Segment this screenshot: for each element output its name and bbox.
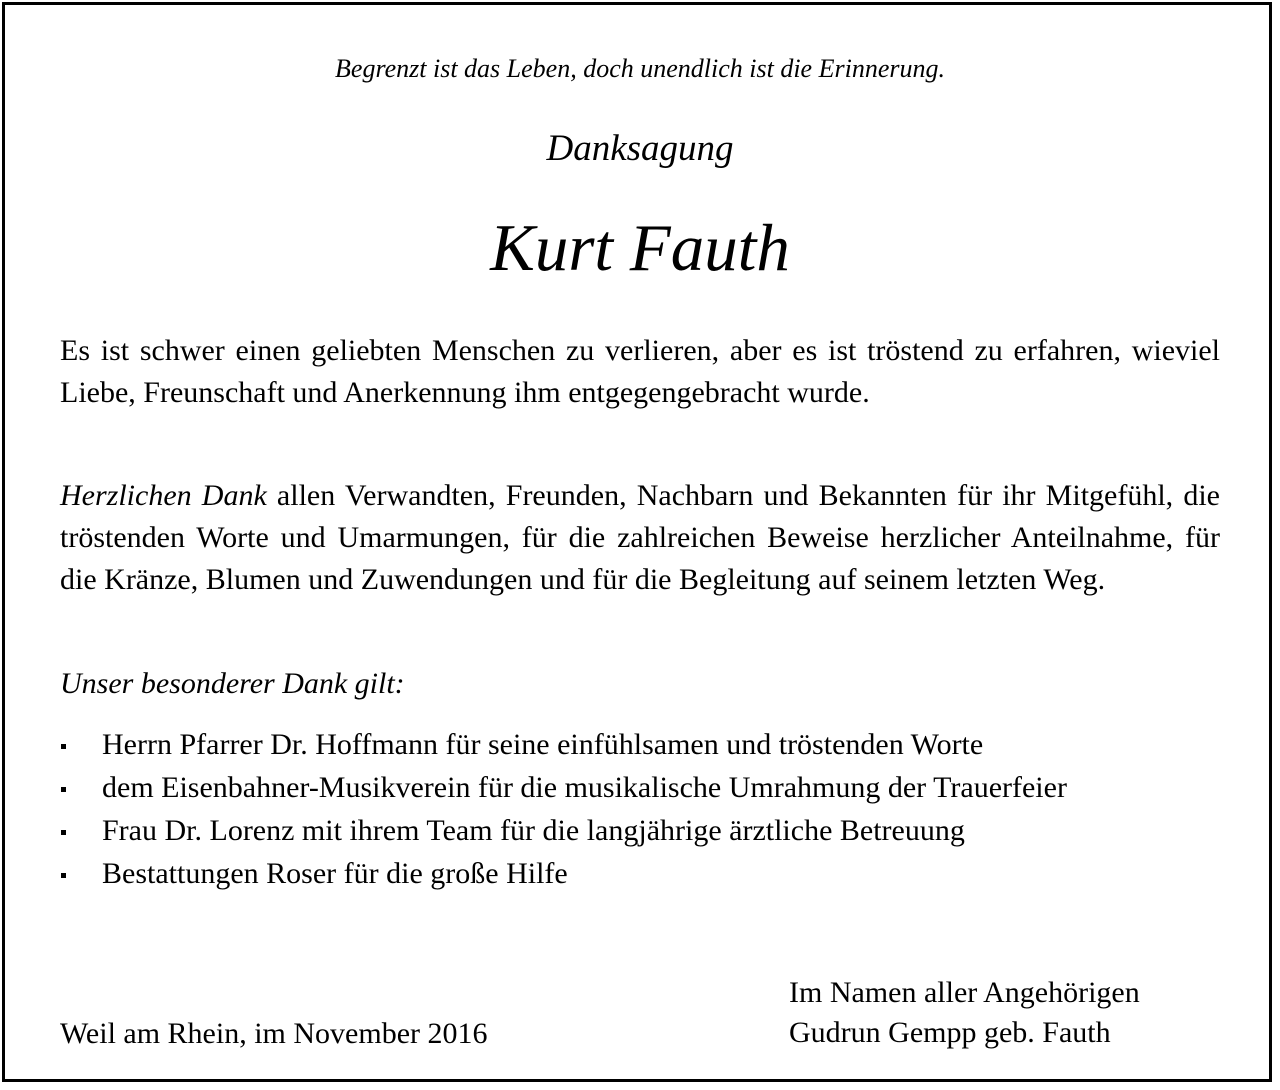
list-item-text: dem Eisenbahner-Musikverein für die musikalische Umrahmung der Trauerfeier: [102, 771, 1067, 804]
thanks-body: allen Verwandten, Freunden, Nachbarn und Bekannten für ihr Mitgefühl, die tröstenden Worte und Umarmungen, für die zahlreichen Beweise herzlicher Anteilnahme, für die Kränze, Blumen und Zuwendungen und für die Begleitung auf seinem letzten Weg.: [60, 479, 1220, 596]
notice-heading: Danksagung: [546, 128, 734, 169]
intro-paragraph: Es ist schwer einen geliebten Menschen zu verlieren, aber es ist tröstend zu erfahren, wieviel Liebe, Freunschaft und Anerkennung ihm entgegengebracht wurde.: [60, 334, 1220, 409]
thanks-paragraph: [60, 475, 1220, 601]
list-item-text: Herrn Pfarrer Dr. Hoffmann für seine einfühlsamen und tröstenden Worte: [102, 728, 984, 761]
motto: Begrenzt ist das Leben, doch unendlich ist die Erinnerung.: [335, 54, 945, 83]
signature-block: [789, 973, 1140, 1053]
bullet-icon: [61, 787, 66, 792]
signature-line-1: Im Namen aller Angehörigen: [789, 976, 1140, 1009]
deceased-name: Kurt Fauth: [490, 211, 790, 285]
thanks-lead: Herzlichen Dank: [60, 479, 267, 512]
bullet-icon: [61, 830, 66, 835]
list-item: [60, 809, 1170, 852]
bullet-icon: [61, 744, 66, 749]
list-item: [60, 766, 1170, 809]
list-item: [60, 723, 1170, 766]
special-thanks-list: [60, 723, 1170, 895]
list-item-text: Bestattungen Roser für die große Hilfe: [102, 857, 568, 890]
special-thanks-heading: Unser besonderer Dank gilt:: [60, 667, 405, 700]
list-item: [60, 852, 1170, 895]
bullet-icon: [61, 873, 66, 878]
list-item-text: Frau Dr. Lorenz mit ihrem Team für die langjährige ärztliche Betreuung: [102, 814, 965, 847]
place-date: Weil am Rhein, im November 2016: [60, 1017, 488, 1050]
signature-line-2: Gudrun Gempp geb. Fauth: [789, 1016, 1111, 1049]
